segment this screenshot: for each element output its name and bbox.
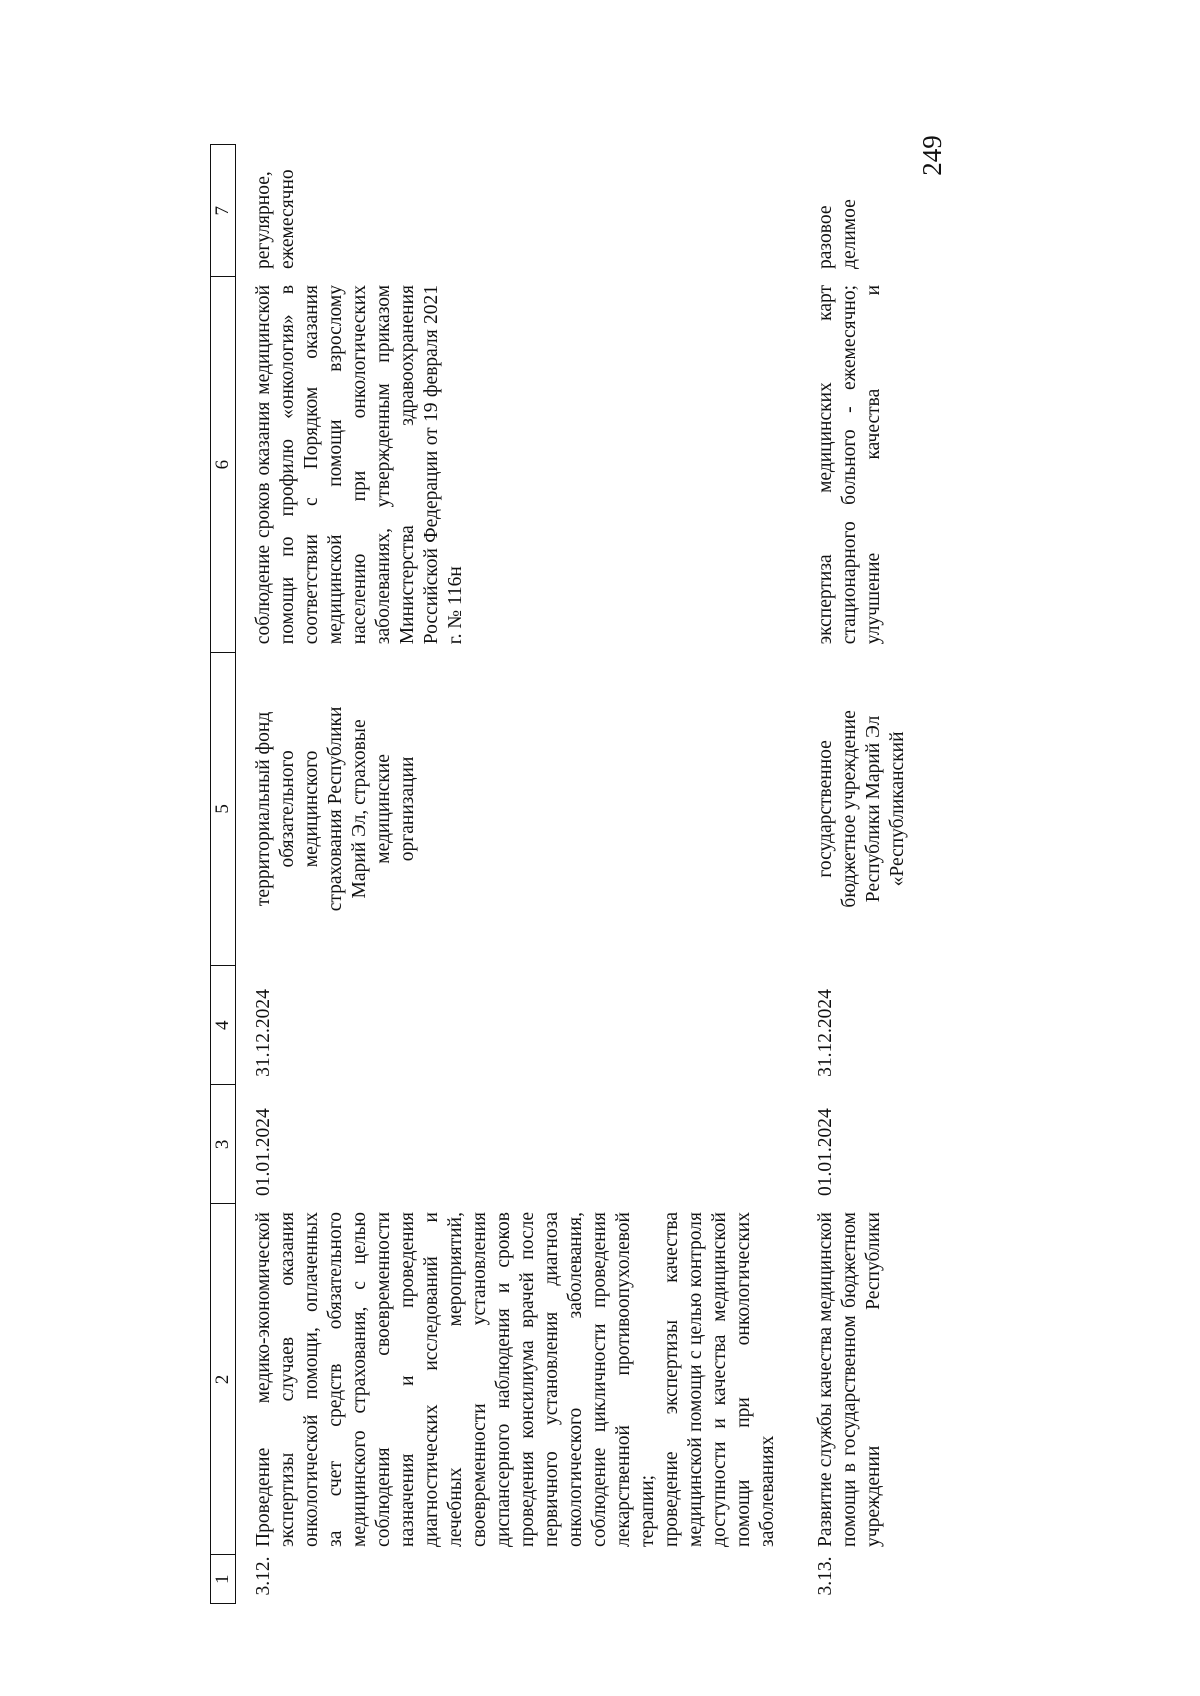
responsible-line: «Республиканский [887,731,908,887]
type-cell [780,145,910,277]
header-col-5: 5 [211,652,236,965]
activity-text: проведение экспертизы качества медицинской помощи с целью контроля доступности и качества медицинской помощи при онкологических заболеваниях [661,1212,778,1547]
result-cell [236,277,781,652]
responsible-line: обязательного [277,750,298,868]
rotated-table-wrapper [210,144,1010,1604]
responsible-line: государственное [815,740,836,878]
responsible-cell [236,652,781,965]
end-date: 31.12.2024 [253,989,274,1077]
start-date: 01.01.2024 [253,1108,274,1196]
type-cell [236,145,781,277]
responsible-line: Марий Эл, страховые [349,719,370,899]
start-date: 01.01.2024 [815,1108,836,1196]
type-line: разовое [815,205,836,269]
type-line: делимое [839,199,860,269]
type-line: регулярное, [253,171,274,269]
page-number: 249 [916,135,947,176]
header-col-7: 7 [211,145,236,277]
end-date: 31.12.2024 [815,989,836,1077]
header-col-2: 2 [211,1204,236,1555]
activity-text: Проведение медико-экономической экспертизы случаев оказания онкологической помощи, оплаченных за счет средств обязательного медицинского страхования, с целью соблюдения своевременности назначения и проведения диагностических исследований и лечебных мероприятий, своевременности установления диспансерного наблюдения и сроков проведения консилиума врачей после первичного установления диагноза онкологического заболевания, соблюдение цикличности проведения лекарственной противоопухолевой терапии; [253,1212,658,1547]
table-row [780,145,910,1604]
responsible-line: страхования Республики [325,706,346,912]
result-text: экспертиза медицинских карт стационарного больного - ежемесячно; улучшение качества и [815,284,884,645]
activity-cell [780,1204,910,1555]
responsible-line: медицинские [373,754,394,864]
row-number: 3.12. [253,1556,274,1596]
header-col-4: 4 [211,966,236,1085]
activity-text: Развитие службы качества медицинской помощи в государственном бюджетном учреждении Республики [815,1212,884,1547]
header-col-3: 3 [211,1085,236,1204]
responsible-line: территориальный фонд [253,711,274,907]
header-col-1: 1 [211,1555,236,1604]
table-row [236,145,781,1604]
row-number: 3.13. [815,1556,836,1596]
plan-table [210,144,910,1604]
activity-cell [236,1204,781,1555]
responsible-line: медицинского [301,750,322,868]
header-row [211,145,236,1604]
result-text: соблюдение сроков оказания медицинской помощи по профилю «онкология» в соответствии с Порядком оказания медицинской помощи взрослому населению при онкологических заболеваниях, утвержденным приказом Министерства здравоохранения Российской Федерации от 19 февраля 2021 г. № 116н [253,284,466,645]
responsible-line: бюджетное учреждение [839,710,860,908]
result-cell [780,277,910,652]
responsible-line: организации [397,756,418,862]
responsible-cell [780,652,910,965]
header-col-6: 6 [211,277,236,652]
responsible-line: Республики Марий Эл [863,715,884,903]
type-line: ежемесячно [277,169,298,269]
